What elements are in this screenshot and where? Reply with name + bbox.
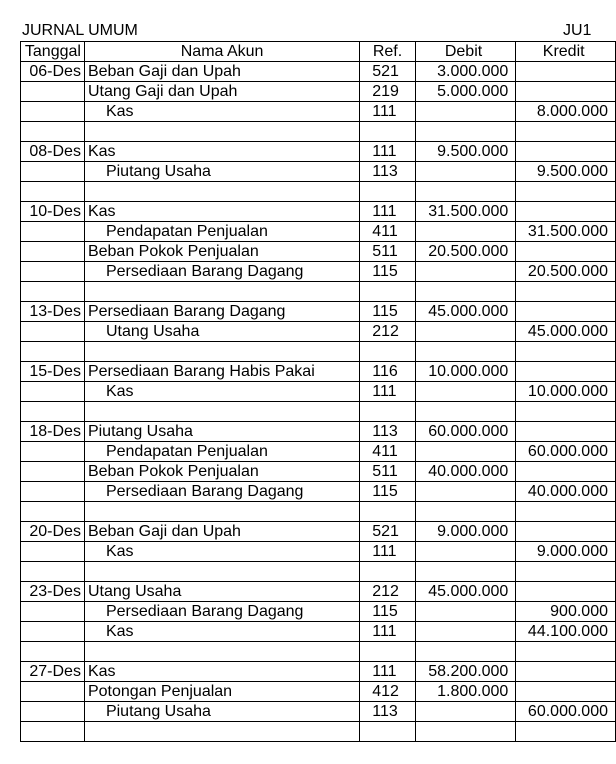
account-cell: Persediaan Barang Dagang (84, 482, 359, 502)
table-row (21, 302, 616, 322)
debit-cell (415, 442, 516, 462)
ref-cell: 111 (360, 202, 415, 222)
account-cell (84, 182, 359, 202)
ref-cell: 115 (360, 602, 415, 622)
debit-cell: 60.000.000 (415, 422, 516, 442)
ref-cell (360, 342, 415, 362)
account-cell: Beban Gaji dan Upah (84, 62, 359, 82)
debit-cell: 31.500.000 (415, 202, 516, 222)
date-cell (21, 122, 85, 142)
date-cell: 13-Des (21, 302, 85, 322)
date-cell (21, 682, 85, 702)
credit-cell (516, 642, 616, 662)
credit-cell (516, 242, 616, 262)
ref-cell: 219 (360, 82, 415, 102)
credit-cell (516, 182, 616, 202)
date-cell (21, 162, 85, 182)
table-row (21, 582, 616, 602)
ref-cell (360, 122, 415, 142)
account-cell: Beban Pokok Penjualan (84, 242, 359, 262)
table-row (21, 562, 616, 582)
header-debit: Debit (415, 42, 516, 62)
ref-cell: 115 (360, 302, 415, 322)
ref-cell (360, 642, 415, 662)
ref-cell: 511 (360, 462, 415, 482)
debit-cell (415, 602, 516, 622)
account-cell: Kas (84, 102, 359, 122)
debit-cell (415, 642, 516, 662)
debit-cell: 5.000.000 (415, 82, 516, 102)
account-cell (84, 562, 359, 582)
date-cell (21, 102, 85, 122)
ref-cell: 113 (360, 162, 415, 182)
credit-cell (516, 62, 616, 82)
credit-cell (516, 722, 616, 742)
ref-cell: 111 (360, 662, 415, 682)
date-cell: 10-Des (21, 202, 85, 222)
account-cell: Piutang Usaha (84, 162, 359, 182)
debit-cell (415, 482, 516, 502)
date-cell: 15-Des (21, 362, 85, 382)
credit-cell (516, 582, 616, 602)
date-cell (21, 222, 85, 242)
debit-cell (415, 622, 516, 642)
ref-cell: 111 (360, 622, 415, 642)
debit-cell (415, 542, 516, 562)
debit-cell (415, 122, 516, 142)
debit-cell: 9.000.000 (415, 522, 516, 542)
debit-cell: 9.500.000 (415, 142, 516, 162)
credit-cell (516, 202, 616, 222)
credit-cell (516, 562, 616, 582)
debit-cell (415, 182, 516, 202)
credit-cell: 20.500.000 (516, 262, 616, 282)
account-cell (84, 502, 359, 522)
ref-cell: 411 (360, 442, 415, 462)
table-row (21, 542, 616, 562)
debit-cell (415, 562, 516, 582)
table-row (21, 182, 616, 202)
table-row (21, 682, 616, 702)
ref-cell: 111 (360, 382, 415, 402)
credit-cell (516, 142, 616, 162)
credit-cell: 8.000.000 (516, 102, 616, 122)
account-cell: Pendapatan Penjualan (84, 442, 359, 462)
credit-cell: 45.000.000 (516, 322, 616, 342)
debit-cell: 45.000.000 (415, 582, 516, 602)
credit-cell (516, 662, 616, 682)
credit-cell (516, 82, 616, 102)
table-row (21, 62, 616, 82)
credit-cell (516, 522, 616, 542)
date-cell (21, 722, 85, 742)
date-cell: 20-Des (21, 522, 85, 542)
credit-cell: 40.000.000 (516, 482, 616, 502)
debit-cell: 20.500.000 (415, 242, 516, 262)
header-kredit: Kredit (516, 42, 616, 62)
date-cell (21, 462, 85, 482)
account-cell: Utang Usaha (84, 322, 359, 342)
ref-cell: 111 (360, 102, 415, 122)
account-cell (84, 402, 359, 422)
credit-cell (516, 462, 616, 482)
account-cell: Utang Usaha (84, 582, 359, 602)
debit-cell (415, 382, 516, 402)
debit-cell (415, 222, 516, 242)
debit-cell: 10.000.000 (415, 362, 516, 382)
account-cell: Piutang Usaha (84, 702, 359, 722)
ref-cell (360, 282, 415, 302)
ref-cell: 111 (360, 542, 415, 562)
debit-cell (415, 702, 516, 722)
account-cell: Piutang Usaha (84, 422, 359, 442)
journal-table (20, 41, 616, 742)
table-row (21, 322, 616, 342)
credit-cell (516, 122, 616, 142)
table-row (21, 462, 616, 482)
table-row (21, 662, 616, 682)
ref-cell: 521 (360, 62, 415, 82)
date-cell: 27-Des (21, 662, 85, 682)
table-row (21, 282, 616, 302)
ref-cell (360, 562, 415, 582)
table-row (21, 262, 616, 282)
account-cell: Beban Gaji dan Upah (84, 522, 359, 542)
account-cell (84, 642, 359, 662)
account-cell (84, 342, 359, 362)
date-cell (21, 82, 85, 102)
account-cell (84, 722, 359, 742)
table-row (21, 102, 616, 122)
ref-cell (360, 722, 415, 742)
table-row (21, 722, 616, 742)
account-cell: Kas (84, 542, 359, 562)
table-row (21, 422, 616, 442)
ref-cell: 521 (360, 522, 415, 542)
account-cell (84, 282, 359, 302)
account-cell: Kas (84, 202, 359, 222)
account-cell: Beban Pokok Penjualan (84, 462, 359, 482)
table-row (21, 382, 616, 402)
table-row (21, 222, 616, 242)
account-cell: Kas (84, 142, 359, 162)
ref-cell (360, 402, 415, 422)
ref-cell: 511 (360, 242, 415, 262)
date-cell: 23-Des (21, 582, 85, 602)
date-cell (21, 322, 85, 342)
credit-cell: 10.000.000 (516, 382, 616, 402)
date-cell (21, 402, 85, 422)
table-row (21, 522, 616, 542)
table-row (21, 242, 616, 262)
credit-cell (516, 682, 616, 702)
table-row (21, 162, 616, 182)
credit-cell (516, 282, 616, 302)
debit-cell (415, 102, 516, 122)
table-row (21, 122, 616, 142)
account-cell: Kas (84, 662, 359, 682)
credit-cell: 9.000.000 (516, 542, 616, 562)
table-row (21, 202, 616, 222)
ref-cell: 411 (360, 222, 415, 242)
credit-cell (516, 362, 616, 382)
ref-cell: 116 (360, 362, 415, 382)
date-cell (21, 482, 85, 502)
debit-cell (415, 402, 516, 422)
ref-cell: 115 (360, 262, 415, 282)
table-row (21, 502, 616, 522)
debit-cell: 1.800.000 (415, 682, 516, 702)
table-row (21, 622, 616, 642)
date-cell (21, 282, 85, 302)
debit-cell: 58.200.000 (415, 662, 516, 682)
account-cell: Persediaan Barang Dagang (84, 602, 359, 622)
table-row (21, 702, 616, 722)
debit-cell (415, 262, 516, 282)
table-row (21, 442, 616, 462)
account-cell: Potongan Penjualan (84, 682, 359, 702)
account-cell: Utang Gaji dan Upah (84, 82, 359, 102)
account-cell (84, 122, 359, 142)
debit-cell (415, 502, 516, 522)
debit-cell: 3.000.000 (415, 62, 516, 82)
header-nama-akun: Nama Akun (84, 42, 359, 62)
ref-cell: 113 (360, 422, 415, 442)
date-cell (21, 342, 85, 362)
table-row (21, 362, 616, 382)
credit-cell (516, 342, 616, 362)
table-row (21, 342, 616, 362)
ref-cell: 111 (360, 142, 415, 162)
credit-cell: 60.000.000 (516, 702, 616, 722)
table-row (21, 642, 616, 662)
debit-cell (415, 282, 516, 302)
date-cell (21, 182, 85, 202)
table-row (21, 142, 616, 162)
credit-cell (516, 402, 616, 422)
account-cell: Pendapatan Penjualan (84, 222, 359, 242)
journal-code: JU1 (563, 22, 592, 39)
debit-cell (415, 342, 516, 362)
debit-cell (415, 162, 516, 182)
header-ref: Ref. (360, 42, 415, 62)
ref-cell: 113 (360, 702, 415, 722)
credit-cell: 31.500.000 (516, 222, 616, 242)
table-row (21, 602, 616, 622)
date-cell (21, 622, 85, 642)
credit-cell: 60.000.000 (516, 442, 616, 462)
table-row (21, 482, 616, 502)
journal-title: JURNAL UMUM (22, 22, 138, 39)
header-row (21, 42, 616, 62)
table-row (21, 82, 616, 102)
table-row (21, 402, 616, 422)
credit-cell (516, 422, 616, 442)
date-cell (21, 562, 85, 582)
credit-cell (516, 302, 616, 322)
debit-cell (415, 722, 516, 742)
account-cell: Kas (84, 382, 359, 402)
account-cell: Persediaan Barang Dagang (84, 302, 359, 322)
credit-cell: 44.100.000 (516, 622, 616, 642)
date-cell (21, 242, 85, 262)
date-cell (21, 542, 85, 562)
debit-cell: 45.000.000 (415, 302, 516, 322)
credit-cell: 900.000 (516, 602, 616, 622)
account-cell: Persediaan Barang Habis Pakai (84, 362, 359, 382)
date-cell (21, 262, 85, 282)
date-cell (21, 642, 85, 662)
account-cell: Persediaan Barang Dagang (84, 262, 359, 282)
header-tanggal: Tanggal (21, 42, 85, 62)
date-cell: 06-Des (21, 62, 85, 82)
ref-cell: 115 (360, 482, 415, 502)
account-cell: Kas (84, 622, 359, 642)
debit-cell (415, 322, 516, 342)
date-cell: 08-Des (21, 142, 85, 162)
date-cell (21, 602, 85, 622)
credit-cell: 9.500.000 (516, 162, 616, 182)
ref-cell: 212 (360, 582, 415, 602)
date-cell (21, 442, 85, 462)
credit-cell (516, 502, 616, 522)
date-cell (21, 502, 85, 522)
ref-cell (360, 182, 415, 202)
date-cell (21, 382, 85, 402)
debit-cell: 40.000.000 (415, 462, 516, 482)
ref-cell: 412 (360, 682, 415, 702)
date-cell: 18-Des (21, 422, 85, 442)
ref-cell: 212 (360, 322, 415, 342)
date-cell (21, 702, 85, 722)
ref-cell (360, 502, 415, 522)
